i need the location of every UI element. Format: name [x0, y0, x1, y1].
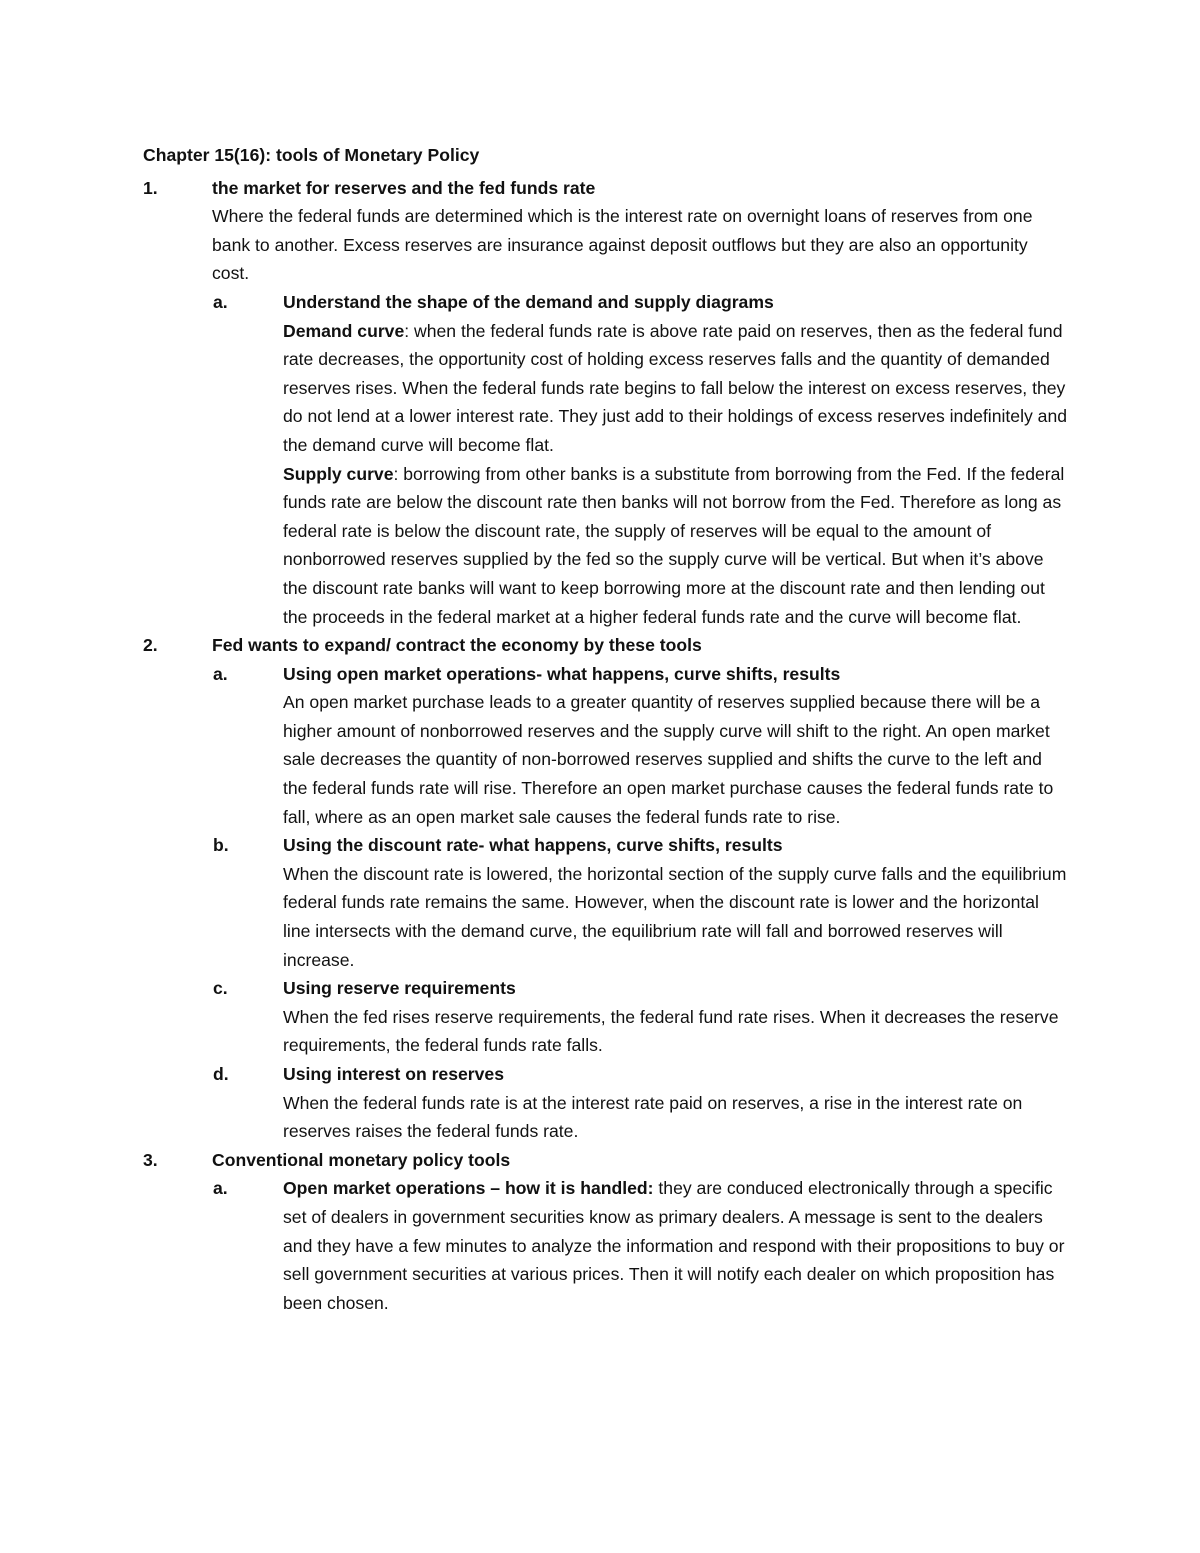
subsection-letter: c. — [213, 978, 228, 999]
subsection-heading: Understand the shape of the demand and supply diagrams — [283, 291, 774, 312]
subsection-text: When the federal funds rate is at the interest rate paid on reserves, a rise in the interest rate on reserves raises the federal funds rate. — [283, 1092, 1023, 1142]
supply-curve-lead: Supply curve — [283, 463, 394, 484]
section-number: 1. — [143, 177, 158, 198]
section-heading: the market for reserves and the fed funds rate — [212, 177, 596, 198]
subsection-1a — [212, 288, 1068, 631]
section-2 — [143, 631, 1068, 1146]
subsection-2c — [212, 974, 1068, 1060]
subsection-2d — [212, 1060, 1068, 1146]
demand-curve-paragraph — [283, 317, 1068, 460]
supply-curve-paragraph — [283, 460, 1068, 632]
section-3 — [143, 1146, 1068, 1318]
section-text: Where the federal funds are determined which is the interest rate on overnight loans of reserves from one bank to another. Excess reserves are insurance against deposit outflows but they are also an opportunity cost. — [212, 206, 1033, 284]
demand-curve-lead: Demand curve — [283, 320, 405, 341]
subsection-heading: Using reserve requirements — [283, 978, 516, 999]
section-heading: Conventional monetary policy tools — [212, 1149, 511, 1170]
subsection-lead: Open market operations – how it is handled: — [283, 1178, 654, 1199]
subsection-paragraph — [283, 1174, 1068, 1317]
subsection-heading: Using interest on reserves — [283, 1064, 504, 1084]
subsection-2a — [212, 660, 1068, 832]
subsection-letter: a. — [213, 1178, 228, 1199]
subsection-letter: b. — [213, 835, 229, 856]
subsection-text: An open market purchase leads to a greater quantity of reserves supplied because there will be a higher amount of nonborrowed reserves and the supply curve will shift to the right. An open market sale decreases the quantity of non-borrowed reserves supplied and shifts the curve to the left and the federal funds rate will rise. Therefore an open market purchase causes the federal funds rate to fall, where as an open market sale causes the federal funds rate to rise. — [283, 692, 1054, 827]
subsection-text: When the fed rises reserve requirements, the federal fund rate rises. When it decreases the reserve requirements, the federal funds rate falls. — [283, 1006, 1059, 1056]
subsection-text: When the discount rate is lowered, the horizontal section of the supply curve falls and the equilibrium federal funds rate remains the same. However, when the discount rate is lower and the horizontal line intersects with the demand curve, the equilibrium rate will fall and borrowed reserves will increase. — [283, 863, 1067, 970]
subsection-letter: a. — [213, 291, 228, 312]
document-title: Chapter 15(16): tools of Monetary Policy — [143, 145, 480, 165]
demand-curve-text: : when the federal funds rate is above rate paid on reserves, then as the federal fund rate decreases, the opportunity cost of holding excess reserves falls and the quantity of demanded reserves rises. When the federal funds rate begins to fall below the interest on excess reserves, they do not lend at a lower interest rate. They just add to their holdings of excess reserves indefinitely and the demand curve will become flat. — [283, 320, 1068, 455]
section-1 — [143, 174, 1068, 632]
subsection-3a — [212, 1174, 1068, 1317]
section-number: 3. — [143, 1149, 158, 1170]
supply-curve-text: : borrowing from other banks is a substitute from borrowing from the Fed. If the federal funds rate are below the discount rate then banks will not borrow from the Fed. Therefore as long as federal rate is below the discount rate, the supply of reserves will be equal to the amount of nonborrowed reserves supplied by the fed so the supply curve will be vertical. But when it’s above the discount rate banks will want to keep borrowing more at the discount rate and then lending out the proceeds in the federal market at a higher federal funds rate and the curve will become flat. — [283, 463, 1065, 627]
subsection-heading: Using the discount rate- what happens, curve shifts, results — [283, 835, 783, 856]
subsection-letter: a. — [213, 663, 228, 684]
section-heading: Fed wants to expand/ contract the economy by these tools — [212, 635, 702, 656]
subsection-text: they are conduced electronically through a specific set of dealers in government securities know as primary dealers. A message is sent to the dealers and they have a few minutes to analyze the information and respond with their propositions to buy or sell government securities at various prices. Then it will notify each dealer on which proposition has been chosen. — [283, 1178, 1065, 1313]
subsection-heading: Using open market operations- what happens, curve shifts, results — [283, 663, 841, 684]
subsection-letter: d. — [213, 1064, 229, 1084]
subsection-2b — [212, 831, 1068, 974]
section-number: 2. — [143, 635, 158, 656]
document-body — [143, 141, 1068, 1317]
